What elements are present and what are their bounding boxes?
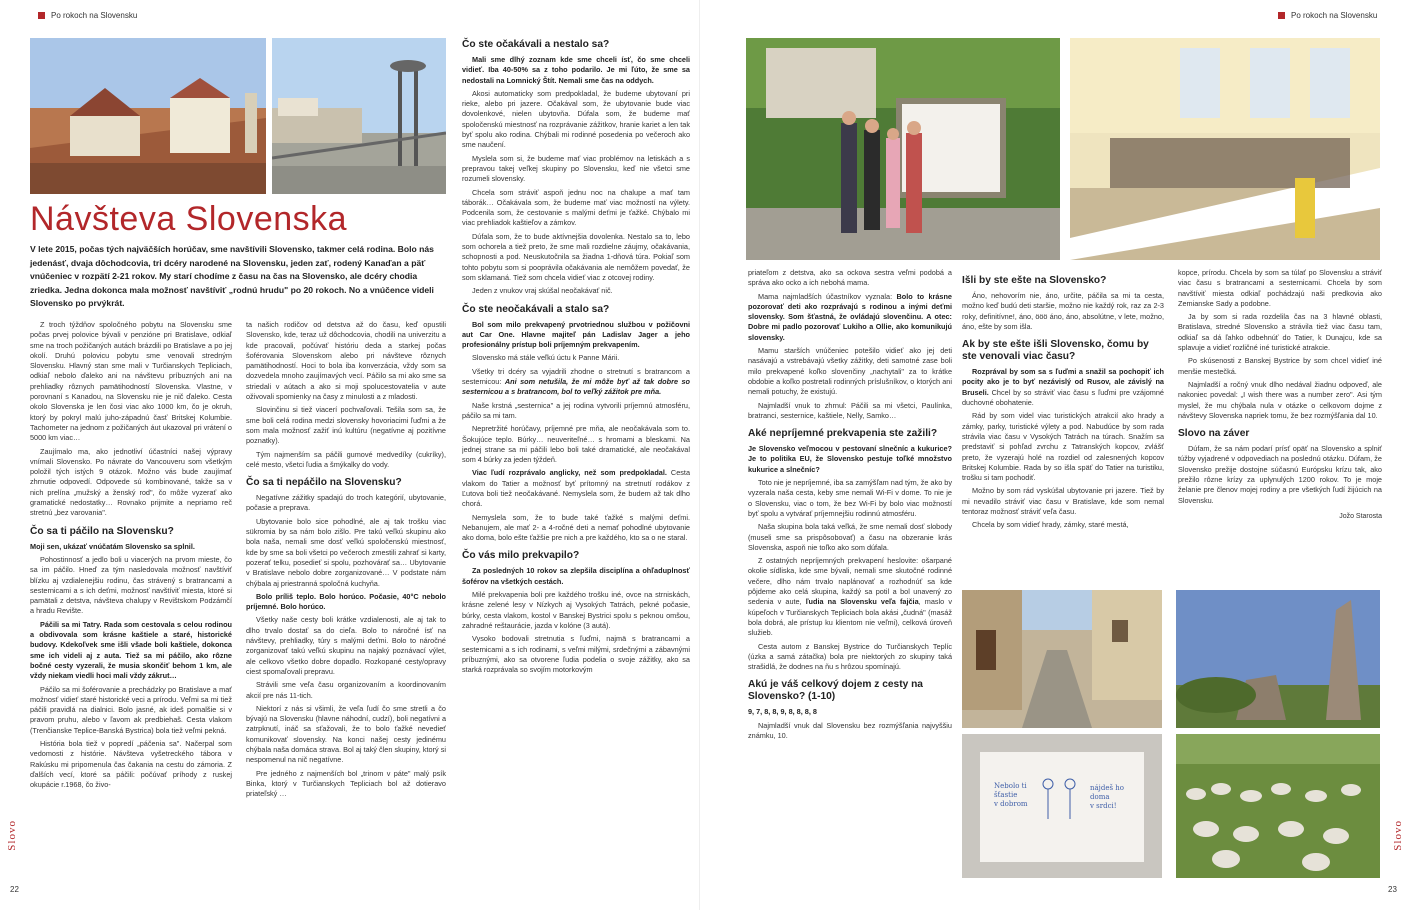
paragraph: Áno, nehovorím nie, áno, určite, páčila sa mi ta cesta, možno keď budú deti staršie, možno nie každý rok, raz za 2-3 roky, definitívne!, áno, ööö áno, áno, absolútne, v lete, možno, áno, ešte by som išla. bbox=[962, 291, 1164, 331]
bold-span: Viac ľudí rozprávalo anglicky, než som predpokladal. bbox=[472, 468, 667, 478]
author-signature: Jožo Starosta bbox=[1339, 512, 1382, 520]
paragraph: Naša skupina bola taká veľká, že sme nemali dosť slobody (museli sme sa prispôsobovať) a času na obzeranie krás Slovenska, aspoň nie toľko ako som dúfala. bbox=[748, 522, 952, 552]
paragraph: Páčili sa mi Tatry. Rada som cestovala s celou rodinou a obdivovala som krásne kaštiele a staré, historické budovy. Kdekoľvek sme išli všade boli kaštiele, dokonca sme ich videli aj z auta. Tiež sa mi páčilo, ako rôzne bočné cesty vyzerali, že musia skončiť behom 1 km, ale vždy niekam viedli hoci mali vždy zákrut… bbox=[30, 619, 232, 681]
paragraph: Pohostinnosť a jedlo boli u viacerých na prvom mieste, čo sa im páčilo. Hneď za tým nasledovala možnosť navštíviť blízku aj vzdialenejšiu rodinu, čas strávený s bratrancami a sesternicami a s ich deťmi, možnosť navštíviť miesta, ktoré si pamätali z detstva, návšteva chalupy v Revištskom Podzámčí a hradu Revište. bbox=[30, 554, 232, 616]
paragraph: kopce, prírodu. Chcela by som sa túlať po Slovensku a stráviť viac času s bratrancami a sesternicami. Chcela by som navštíviť miesta odkiaľ pochádzajú naši predkovia ako Zemianske Sady a podobne. bbox=[1178, 268, 1382, 308]
text-column-6 bbox=[1178, 268, 1382, 583]
paragraph: Nepretržité horúčavy, príjemné pre mňa, ale neočakávala som to. Šokujúce teplo. Búrky… neuveriteľné… s hromami a bleskami. Na jednej strane sa mi páčili lebo boli také dramatické, ale neočakával som 4 búrky za jeden týždeň. bbox=[462, 424, 690, 465]
article-title: Návšteva Slovenska bbox=[30, 200, 348, 238]
text-column-1 bbox=[30, 320, 232, 892]
banner-line: v dobrom bbox=[994, 800, 1028, 808]
paragraph: ta našich rodičov od detstva až do času, keď opustili Slovensko, kde, teraz už dôchodcovia, chodili na univerzitu a kde pracovali, počúvať históriu deda a starkej počas šoférovania Slovenskom alebo pri návšteve rôznych pamätihodností. Hoci to bola iba konverzácia, vždy som sa dozvedela mnoho zaujímavých vecí. Páčilo sa mi ako sme sa striedali v aútach a ako si moji spolucestovatelia v aute oživovali spomienky na časy z minulosti a z mladosti. bbox=[246, 320, 446, 402]
left-page bbox=[0, 0, 700, 910]
paragraph: Všetky naše cesty boli krátke vzdialenosti, ale aj tak to dlho trvalo dostať sa do cieľa. Bolo to náročné ísť na návštevy, prehliadky, túry s malými deťmi. Bolo to náročné zorganizovať takú veľkú skupinu na najaký poznávací výlet, ale celkovo všetko dobre dopadlo. Rozkopané cesty/opravy ciest spomaľovali prepravu. bbox=[246, 615, 446, 676]
banner-line: šťastie bbox=[994, 791, 1018, 799]
paragraph: Páčilo sa mi šoférovanie a prechádzky po Bratislave a mať možnosť vidieť staré historické veci a prírodu. Veľmi sa mi tiež páčili pravidlá na dialnici. Bolo jasné, ak ideš pomalšie si v pravom pruhu, alebo v ľavom ak predbiehaš. Cesta vlakom (Trenčianske Teplice-Banská Bystrica) bola tiež veľmi pekná. bbox=[30, 684, 232, 735]
paragraph: Vysoko bodovali stretnutia s ľuďmi, najmä s bratrancami a sesternicami a s ich rodinami, s veľmi milými, srdečnými a zábavnými príbuznými, ako sa otvorene ľudia podelia o svoje zážitky, ako sa starká rozprávala so svojím motorkovým bbox=[462, 634, 690, 675]
paragraph: Ubytovanie bolo sice pohodlné, ale aj tak trošku viac sükromia by sa nám bolo zišlo. Pre takú veľkú skupinu ako bola naša, nemali sme dosť veľkú spoločenskú miestnosť, kde by sme sa boli všetci po večeroch zmestili zahrať si karty, pozerať telku, posedieť si spolu, pozhovárať sa… Ubytovanie v Bratislave nebolo dobre zorganizované… V podstate nám chýbala aj priestranná spoločná kuchyňa. bbox=[246, 516, 446, 588]
section-heading: Čo ste očakávali a nestalo sa? bbox=[462, 39, 610, 50]
bold-span: ľudia na Slovensku veľa fajčia bbox=[805, 597, 919, 607]
page-number-left: 22 bbox=[10, 885, 19, 894]
photo-bratislava-castle bbox=[30, 38, 266, 194]
slovo-logo: Slovo bbox=[1392, 820, 1404, 851]
paragraph: Z troch týždňov spoločného pobytu na Slovensku sme počas prvej polovice bývali v penzióne pri Bratislave, odkiaľ sme na troch požičaných autách brázdili po Bratislave a po jej okolí. Druhú polovicu pobytu sme venovali stredným Slovensku. Hlavný stan sme mali v Turčianskych Tepliciach, odkiaľ nebolo ďaleko ani na návštevu príbuzných ani na prehliadky rôznych pamätihodností Slovenska. Vlastne, v porovnaní s Kanadou, na Slovensku nie je nič ďaleko. Cesta okolo Slovenska je len čosi viac ako 1000 km, čo je okruh, ktorý by pokryl malú juho-západnú časť Britskej Kolumbie. Tachometer na jednom z požičaných áut ukazoval pri vrátení o 5000 km viac… bbox=[30, 320, 232, 443]
paragraph bbox=[748, 292, 952, 343]
paragraph: Cesta autom z Banskej Bystrice do Turčianskych Teplíc (úzka a samá zátačka) bola pre niektorých zo skupiny taká strašidlá, že dodnes na ňu s hrôzou spomínajú. bbox=[748, 641, 952, 672]
paragraph: Za posledných 10 rokov sa zlepšila disciplína a ohľaduplnosť šoférov na všetkých cestách. bbox=[462, 566, 690, 586]
paragraph: Bol som milo prekvapený prvotriednou službou v požičovni aut Car One. Hlavne majiteľ pán Ladislav Jager a jeho profesionálny prístup boli príjemným prekvapením. bbox=[462, 319, 690, 350]
paragraph: Bolo príliš teplo. Bolo horúco. Počasie, 40°C nebolo príjemné. Bolo horúco. bbox=[246, 591, 446, 612]
text-column-5 bbox=[962, 268, 1164, 588]
paragraph: Mamu starších vnúčeniec potešilo vidieť ako jej deti nasávajú a vstrebávajú všetky zážitky, deti samotné zase boli milo prekvapené koľko slovenčiny „nachytali" za to krátke obdobie a koľko postretali rodinných príslušníkov, o ktorých ani nemali potuchy, že existujú. bbox=[748, 346, 952, 397]
text-span: Mama najmladších účastníkov vyznala: bbox=[758, 291, 897, 301]
bold-span: Bolo to krásne pozorovať deti ako rozprávajú s rodinou a inými deťmi slovensky. Som šťastná, že ovládajú slovenčinu. A otec: Dobre mi padlo pozorovať Lukiho a Ollie, ako komunikujú slovensky. bbox=[748, 291, 952, 342]
section-heading: Čo sa ti páčilo na Slovensku? bbox=[30, 525, 174, 537]
photo-family-dinner bbox=[1070, 38, 1380, 260]
section-heading: Slovo na záver bbox=[1178, 428, 1250, 440]
photo-family-group bbox=[746, 38, 1060, 260]
banner-text-left bbox=[994, 782, 1028, 809]
banner-text-right bbox=[1090, 784, 1124, 811]
paragraph: Naše krstná „sesternica" a jej rodina vytvorili príjemnú atmosféru, páčilo sa mi tam. bbox=[462, 400, 690, 420]
section-heading: Čo vás milo prekvapilo? bbox=[462, 550, 580, 562]
article-lead: V lete 2015, počas tých najväčších horúčav, sme navštívili Slovensko, takmer celá rodina. Bolo nás jedenásť, dvaja dôchodcovia, tri dcéry narodené na Slovensku, jeden zať, rodený Kanaďan a päť vnúčeniec v rozpätí 2-21 rokov. My starí chodíme z času na čas na Slovensko, ale dcéry chodia zriedka. Jedna dokonca mala možnosť navštíviť „rodnú hrudu" po 20 rokoch. No a vnúčence videli Slovensko po prvýkrát. bbox=[30, 244, 434, 309]
photo-sheep-field bbox=[1176, 734, 1380, 878]
paragraph: Slovensko má stále veľkú úctu k Panne Márii. bbox=[472, 353, 620, 363]
paragraph: Ja by som si rada rozdelila čas na 3 hlavné oblasti, Bratislava, stredné Slovensko a strávila tiež viac času tam, odkiaľ sa dá ľahko odbehnúť do Tatier, k Dunajcu, kde sa splavuje a vidieť rozličné iné turistické atrakcie. bbox=[1178, 312, 1382, 353]
paragraph: Najmladší a ročný vnuk dlho nedával žiadnu odpoveď, ale nakoniec povedal: „I wish there was a number zero". Asi tým myslel, že mu chýbala nula v otázke o celkovom dojme z návštevy Slovenska napriek tomu, že bez rozmýšľania dal 10. bbox=[1178, 379, 1382, 420]
paragraph: História bola tiež v popredí „páčenia sa". Načerpal som vedomosti z histórie. Návšteva vyšetreckého tábora v Rakúsku mi pripomenula čas čakania na cestu do zámoria. Z ďalších vecí, ktoré sa páčili: počúvať príhody z ruskej okupácie r.1968, čo živo- bbox=[30, 738, 232, 790]
page-number-right: 23 bbox=[1388, 885, 1397, 894]
paragraph: Mali sme dlhý zoznam kde sme chceli ísť, čo sme chceli vidieť. Iba 40-50% sa z toho podarilo. Je mi ľúto, že sme sa nedostali na Lomnický Štít. Nemali sme čas na oddych. bbox=[462, 55, 690, 85]
paragraph: Je Slovensko veľmocou v pestovaní slnečníc a kukurice? Je to politika EU, že Slovensko pestuje toľké množstvo kukurice a slnečníc? bbox=[748, 444, 952, 474]
paragraph: Slovinčinu si tiež viacerí pochvaľovali. Tešila som sa, že sme boli celá rodina medzi slovensky hovoriacimi ľuďmi a že som mala možnosť zažiť inú kultúru (negatívne aj pozitívne poznatky). bbox=[246, 405, 446, 446]
paragraph: Myslela som si, že budeme mať viac problémov na letiskách a s prepravou takej veľkej skupiny po Slovensku, keď nie všetci sme rozumeli slovensky. bbox=[462, 153, 690, 184]
text-span: Chcel by so stráviť viac času s ľuďmi pre vzájomné duchovné obohatenie. bbox=[962, 387, 1164, 408]
paragraph bbox=[748, 556, 952, 638]
text-span: Všetky tri dcéry sa vyjadrili zhodne o stretnutí s bratrancom a sesternicou: bbox=[462, 366, 690, 387]
text-span: Cesta vlakom do Tatier a možnosť byť prítomný na stretnutí rodákov z Ľutova boli tiež neočakávané. Nemyslela som, že budem až tak dlho chorá. bbox=[462, 468, 690, 509]
section-heading: Aké nepríjemné prekvapenia ste zažili? bbox=[748, 428, 938, 440]
paragraph: Dúfala som, že to bude aktívnejšia dovolenka. Nestalo sa to, lebo som ochorela a tiež preto, že sme mali rozdielne záujmy, očakávania, schopnosti a pod. Neuskutočnila sa žiadna 1-dňová túra. Pokiaľ som tohto pobytu som si pooprávila očakávania ale nemôžem povedať, že som sklamaná. Tiež som chcela vidieť viac z otcovej rodiny. bbox=[462, 231, 690, 282]
section-marker bbox=[38, 12, 45, 19]
bold-span: Rozprával by som sa s ľuďmi a snažil sa pochopiť ich pocity ako je to byť nezávislý od Rusov, ale závislý na Bruseli. bbox=[962, 367, 1164, 397]
paragraph: Toto nie je nepríjemné, iba sa zamýšľam nad tým, že ako by vyzerala naša cesta, keby sme nemali Wi-Fi v dome. To nie je o Slovensku, viac o tom, že bez Wi-Fi by bolo viac možností byť spolu a vytvárať príjemnejšiu rodinnú atmosféru. bbox=[748, 478, 952, 518]
paragraph: Zaujímalo ma, ako jednotliví účastníci našej výpravy vnímali Slovensko. Po návrate do Vancouveru som všetkým položil tých istých 9 otázok. Možno vás bude zaujímať zhrnutie odpovedí. Odpovede sú kombinované, takže sa v nich prelína „mužský a ženský rod", čo môže vyzerať ako gramatické nedostatky… Rovnako prijmite a nepriamo reč stretnú „bez varovania". bbox=[30, 446, 232, 518]
text-span: Z ostatných nepríjemných prekvapení heslovite: ošarpané okolie sídliska, kde sme bývali, nemali sme skutočné rodinné večere, dlho nám trvalo naplánovať a rozhodnúť sa kde pôjdeme ako celá skupina, každý sa potil a bol unavený zo sedenia v aute, bbox=[748, 556, 952, 607]
paragraph: Negatívne zážitky spadajú do troch kategórií, ubytovanie, počasie a prepravа. bbox=[246, 493, 446, 513]
text-column-3 bbox=[462, 32, 690, 892]
paragraph: Tým najmenším sa páčili gumové medvedíky (cukríky), celé mesto, všetci ľudia a šmýkalky do vody. bbox=[246, 449, 446, 469]
section-header-label: Po rokoch na Slovensku bbox=[1291, 11, 1378, 20]
banner-line: v srdci! bbox=[1090, 802, 1117, 810]
banner-line: nájdeš ho bbox=[1090, 784, 1125, 792]
photo-embroidered-banner bbox=[962, 734, 1162, 878]
section-heading: Ak by ste ešte išli Slovensko, čomu by ste venovali viac času? bbox=[962, 339, 1149, 363]
banner-line: Nebolo ti bbox=[994, 782, 1027, 790]
paragraph: Možno by som rád vyskúšal ubytovanie pri jazere. Tiež by mi nevadilo stráviť viac času v Bratislave, kde som nemal tentoraz možnosť stráviť veľa času. bbox=[962, 486, 1164, 517]
paragraph: Chcela by som vidieť hrady, zámky, staré mestá, bbox=[972, 520, 1129, 530]
paragraph bbox=[462, 468, 690, 509]
paragraph: Niektorí z nás si všimli, že veľa ľudí čo sme stretli a čo bývajú na Slovensku (hlavne náhodní, cudzí), boli negatívni a zatrpknutí, ináč sa sťažovali, že to bolo ťažké nevedieť komunikovať slovensky. Na konci našej cesty jedinému chýbala naša domáca strava. Bol aj taký člen skupiny, ktorý si nespomenul na nič negatívne. bbox=[246, 703, 446, 765]
photo-ufo-bridge bbox=[272, 38, 446, 194]
paragraph: Rád by som videl viac turistických atrakcií ako hrady a zámky, parky, turistické výlety a pod. Nabudúce by som rada strávila viac času v Vysokých Tatrách na túrach. Snažím sa predstaviť si pohľad zvrchu z Tatranských kopcov, zvlášť preto, že vyzerajú holé na rozdiel od zalesnených kopcov Britskej Kolumbie. Rada by so išla späť do Tatier na turistiku, trošku si tam pochodiť. bbox=[962, 411, 1164, 483]
section-heading: Čo ste neočakávali a stalo sa? bbox=[462, 303, 610, 315]
paragraph: Nemyslela som, že to bude také ťažké s malými deťmi. Nebanujem, ale mať 2- a 4-ročné deti a nemať pohodlné ubytovanie ako doma, bolo ešte ťažšie pre nich a pre každého, kto sa o ne staral. bbox=[462, 512, 690, 543]
paragraph: Najmladší vnuk dal Slovensku bez rozmýšľania najvyššiu známku, 10. bbox=[748, 720, 952, 740]
paragraph: Chcela som stráviť aspoň jednu noc na chalupe a mať tam táborák… Očakávala som, že budeme mať viac možností na výlety. Podcenila som, že cestovanie s malými deťmi je ťažké. Chýbalo mi viac prehliadok kaštieľov a zámkov. bbox=[462, 187, 690, 228]
paragraph: Moji sen, ukázať vnúčatám Slovensko sa splnil. bbox=[30, 541, 195, 551]
paragraph: Najmladší vnuk to zhrnul: Páčili sa mi všetci, Paulínka, bratranci, sesternice, kaštiele, Nelly, Samko… bbox=[748, 400, 952, 420]
paragraph: Akosi automaticky som predpokladal, že budeme ubytovaní pri rieke, alebo pri jazere. Očakával som, že ubytovanie bude viac dovolenkové, nielen ubytovňa. Dúfala som, že budeme mať spoločenskú miestnosť na rozprávanie zážitkov, hranie kariet a len tak byť spolu ako rodina. Chýbali mi rodinné posedenia po večeroch ako sme naučení. bbox=[462, 88, 690, 150]
photo-castle-ruins bbox=[1176, 590, 1380, 728]
paragraph: Jeden z vnukov vraj skúšal neočakávať nič. bbox=[472, 286, 613, 296]
paragraph: Dúfam, že sa nám podarí prísť opäť na Slovensko a splniť túžby vyjadrené v odpovediach na poslednú otázku. Dúfam, že Slovensko prežije dostojne súčasnú Európsku krízu tak, ako prežilo rôzne krízy za uplynulých 1200 rokov. To je moje želanie pre členov mojej rodiny a pre všetkých ľudí žijúcich na Slovensku. bbox=[1178, 444, 1382, 505]
slovo-logo: Slovo bbox=[6, 820, 18, 851]
text-span: , maslo v kúpeľoch v Turčianskych Tepliciach bola akási „čudná" (masáž bola dobrá, ale prístup ku klientom nie veľmi), celková úroveň služieb. bbox=[748, 597, 952, 638]
right-page bbox=[708, 0, 1409, 910]
section-heading: Akú je váš celkový dojem z cesty na Slovensko? (1-10) bbox=[748, 679, 923, 703]
section-header bbox=[38, 11, 137, 20]
paragraph bbox=[962, 367, 1164, 408]
section-header bbox=[1278, 11, 1377, 20]
section-heading: Išli by ste ešte na Slovensko? bbox=[962, 275, 1107, 286]
section-header-label: Po rokoch na Slovensku bbox=[51, 11, 138, 20]
paragraph bbox=[462, 367, 690, 398]
banner-line: doma bbox=[1090, 793, 1110, 801]
section-heading: Čo sa ti nepáčilo na Slovensku? bbox=[246, 477, 402, 489]
section-marker bbox=[1278, 12, 1285, 19]
text-column-4 bbox=[748, 268, 952, 890]
paragraph: Po skúsenosti z Banskej Bystrice by som chcel vidieť iné menšie mestečká. bbox=[1178, 356, 1382, 376]
paragraph: 9, 7, 8, 8, 9, 8, 8, 8, 8 bbox=[748, 707, 817, 717]
text-column-2 bbox=[246, 320, 446, 892]
paragraph: Pre jedného z najmenších bol „trinom v páte" malý psík Binka, ktorý v Turčianskych Tepliciach bol až dotieravo priateľský … bbox=[246, 768, 446, 799]
paragraph: Strávili sme veľa času organizovaním a koordinovaním akcií pre nás 11-tich. bbox=[246, 680, 446, 700]
paragraph: priateľom z detstva, ako sa ockova sestra veľmi podobá a správa ako ocko a ich nebohá mama. bbox=[748, 268, 952, 288]
paragraph: Milé prekvapenia boli pre každého trošku iné, ovce na strniskách, krásne zelené lesy v Nízkych aj Vysokých Tatrách, pekné počasie, búrky, cesta vlakom, kostol v Banskej Bystrici spolu s peknou omšou, zahradné reštaurácie, jazda v kolóne (3 autá). bbox=[462, 590, 690, 630]
quote-span: Ani som netušila, že mi môže byť až tak dobre so sesternicou a s bratrancom, bol to veľký zážitok pre mňa. bbox=[462, 377, 690, 397]
photo-old-town-street bbox=[962, 590, 1162, 728]
